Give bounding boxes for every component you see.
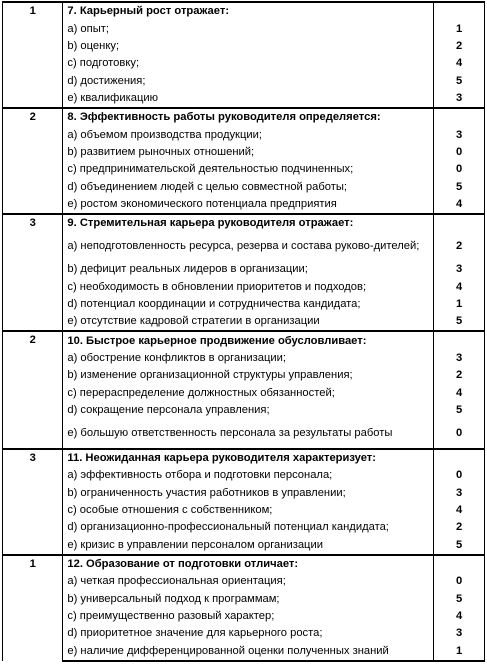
option-score: 3 bbox=[434, 350, 485, 367]
option-row bbox=[3, 625, 485, 642]
option-text: e) ростом экономического потенциала предприятия bbox=[63, 196, 434, 214]
question-title: 11. Неожиданная карьера руководителя характеризует: bbox=[63, 449, 434, 467]
question-row bbox=[3, 449, 485, 467]
question-title: 9. Стремительная карьера руководителя отражает: bbox=[63, 214, 434, 232]
option-text: a) опыт; bbox=[63, 20, 434, 37]
test-answer-table bbox=[2, 1, 485, 662]
option-score: 4 bbox=[434, 55, 485, 72]
question-row bbox=[3, 108, 485, 126]
answer-number: 3 bbox=[3, 214, 63, 331]
option-score: 2 bbox=[434, 519, 485, 536]
option-text: a) обострение конфликтов в организации; bbox=[63, 350, 434, 367]
score-cell-empty bbox=[434, 214, 485, 232]
option-row bbox=[3, 384, 485, 401]
option-score: 1 bbox=[434, 296, 485, 313]
option-score: 5 bbox=[434, 178, 485, 195]
option-score: 4 bbox=[434, 278, 485, 295]
option-text: c) перераспределение должностных обязанностей; bbox=[63, 384, 434, 401]
option-text: e) кризис в управлении персоналом организации bbox=[63, 536, 434, 554]
option-text: a) неподготовленность ресурса, резерва и состава руково-дителей; bbox=[63, 232, 434, 261]
answer-number: 3 bbox=[3, 449, 63, 555]
score-cell-empty bbox=[434, 449, 485, 467]
option-score: 3 bbox=[434, 484, 485, 501]
option-text: c) особые отношения с собственником; bbox=[63, 502, 434, 519]
option-text: b) оценку; bbox=[63, 38, 434, 55]
option-text: e) большую ответственность персонала за результаты работы bbox=[63, 419, 434, 449]
table-body bbox=[3, 2, 485, 661]
option-score: 0 bbox=[434, 144, 485, 161]
option-row bbox=[3, 38, 485, 55]
option-score: 0 bbox=[434, 161, 485, 178]
option-score: 4 bbox=[434, 196, 485, 214]
option-score: 4 bbox=[434, 608, 485, 625]
option-score: 2 bbox=[434, 367, 485, 384]
option-text: c) подготовку; bbox=[63, 55, 434, 72]
option-row bbox=[3, 144, 485, 161]
option-row bbox=[3, 467, 485, 484]
option-score: 0 bbox=[434, 573, 485, 590]
answer-number: 1 bbox=[3, 2, 63, 108]
option-text: e) отсутствие кадровой стратегии в организации bbox=[63, 313, 434, 331]
option-score: 2 bbox=[434, 38, 485, 55]
option-row bbox=[3, 261, 485, 278]
option-score: 5 bbox=[434, 590, 485, 607]
option-row bbox=[3, 367, 485, 384]
question-title: 7. Карьерный рост отражает: bbox=[63, 2, 434, 20]
answer-number: 2 bbox=[3, 331, 63, 448]
question-row bbox=[3, 2, 485, 20]
option-score: 1 bbox=[434, 20, 485, 37]
option-row bbox=[3, 536, 485, 554]
score-cell-empty bbox=[434, 555, 485, 573]
option-row bbox=[3, 573, 485, 590]
option-score: 3 bbox=[434, 625, 485, 642]
option-row bbox=[3, 20, 485, 37]
option-row bbox=[3, 196, 485, 214]
option-score: 0 bbox=[434, 467, 485, 484]
option-row bbox=[3, 402, 485, 419]
option-row bbox=[3, 519, 485, 536]
option-score: 5 bbox=[434, 72, 485, 89]
option-score: 0 bbox=[434, 419, 485, 449]
option-score: 4 bbox=[434, 502, 485, 519]
option-row bbox=[3, 419, 485, 449]
option-score: 3 bbox=[434, 90, 485, 108]
option-row bbox=[3, 161, 485, 178]
answer-number: 2 bbox=[3, 108, 63, 214]
option-row bbox=[3, 350, 485, 367]
option-score: 5 bbox=[434, 402, 485, 419]
option-text: c) необходимость в обновлении приоритетов и подходов; bbox=[63, 278, 434, 295]
option-row bbox=[3, 313, 485, 331]
option-row bbox=[3, 232, 485, 261]
answer-number: 1 bbox=[3, 555, 63, 661]
option-row bbox=[3, 278, 485, 295]
question-row bbox=[3, 214, 485, 232]
option-score: 3 bbox=[434, 126, 485, 143]
option-score: 3 bbox=[434, 261, 485, 278]
option-text: b) дефицит реальных лидеров в организации; bbox=[63, 261, 434, 278]
option-text: e) квалификацию bbox=[63, 90, 434, 108]
option-row bbox=[3, 90, 485, 108]
option-text: d) объединением людей с целью совместной работы; bbox=[63, 178, 434, 195]
option-row bbox=[3, 55, 485, 72]
option-text: d) сокращение персонала управления; bbox=[63, 402, 434, 419]
option-row bbox=[3, 178, 485, 195]
option-row bbox=[3, 484, 485, 501]
option-row bbox=[3, 72, 485, 89]
question-title: 10. Быстрое карьерное продвижение обусловливает: bbox=[63, 331, 434, 349]
option-text: d) организационно-профессиональный потенциал кандидата; bbox=[63, 519, 434, 536]
option-text: b) ограниченность участия работников в управлении; bbox=[63, 484, 434, 501]
option-row bbox=[3, 608, 485, 625]
option-text: c) преимущественно разовый характер; bbox=[63, 608, 434, 625]
option-text: a) эффективность отбора и подготовки персонала; bbox=[63, 467, 434, 484]
question-title: 12. Образование от подготовки отличает: bbox=[63, 555, 434, 573]
option-text: d) потенциал координации и сотрудничества кандидата; bbox=[63, 296, 434, 313]
option-row bbox=[3, 642, 485, 661]
option-score: 4 bbox=[434, 384, 485, 401]
option-score: 5 bbox=[434, 536, 485, 554]
score-cell-empty bbox=[434, 2, 485, 20]
option-row bbox=[3, 502, 485, 519]
option-row bbox=[3, 126, 485, 143]
question-row bbox=[3, 555, 485, 573]
option-text: b) универсальный подход к программам; bbox=[63, 590, 434, 607]
question-title: 8. Эффективность работы руководителя определяется: bbox=[63, 108, 434, 126]
option-row bbox=[3, 296, 485, 313]
option-score: 5 bbox=[434, 313, 485, 331]
option-row bbox=[3, 590, 485, 607]
option-text: d) приоритетное значение для карьерного роста; bbox=[63, 625, 434, 642]
question-row bbox=[3, 331, 485, 349]
option-text: d) достижения; bbox=[63, 72, 434, 89]
option-score: 2 bbox=[434, 232, 485, 261]
option-text: a) объемом производства продукции; bbox=[63, 126, 434, 143]
option-text: b) изменение организационной структуры управления; bbox=[63, 367, 434, 384]
option-text: c) предпринимательской деятельностью подчиненных; bbox=[63, 161, 434, 178]
option-text: b) развитием рыночных отношений; bbox=[63, 144, 434, 161]
option-text: e) наличие дифференцированной оценки полученных знаний bbox=[63, 642, 434, 661]
score-cell-empty bbox=[434, 331, 485, 349]
option-text: a) четкая профессиональная ориентация; bbox=[63, 573, 434, 590]
option-score: 1 bbox=[434, 642, 485, 661]
score-cell-empty bbox=[434, 108, 485, 126]
